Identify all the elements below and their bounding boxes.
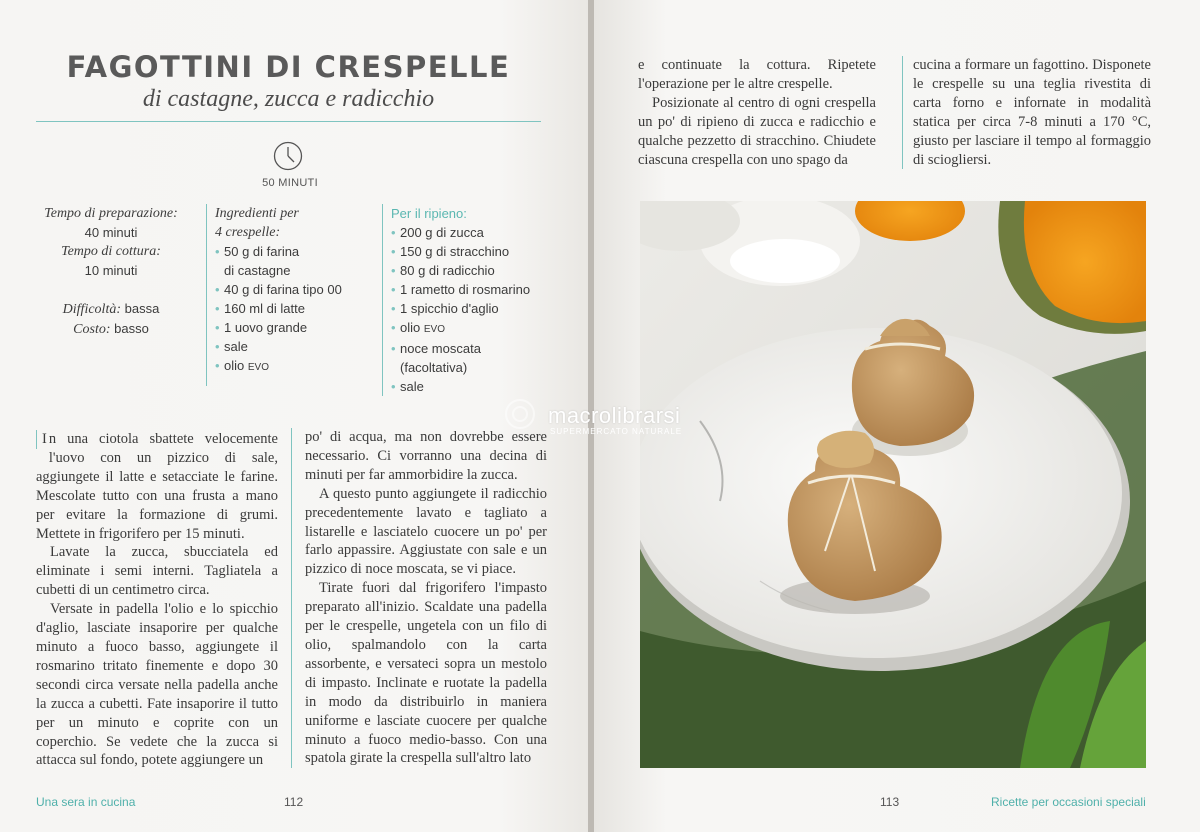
page-number-right: 113 [880, 795, 900, 809]
list-item: • sale [215, 339, 248, 354]
ingredients-crespelle-header-2: 4 crespelle: [215, 225, 281, 240]
cook-time-value: 10 minuti [84, 263, 138, 278]
footer-chapter: Ricette per occasioni speciali [991, 795, 1146, 809]
instructions-column-3 [638, 56, 876, 169]
watermark-text: macrolibrarsi [548, 403, 681, 428]
recipe-subtitle: di castagne, zucca e radicchio [142, 86, 435, 112]
prep-time-value: 40 minuti [84, 225, 138, 240]
paragraph: e continuate la cottura. Ripetete l'operazione per le altre crespelle. [638, 57, 876, 92]
cook-time-key: Tempo di cottura: [61, 244, 161, 259]
difficulty-value: bassa [124, 301, 160, 316]
clock-icon [273, 141, 303, 171]
list-item: (facoltativa) [400, 360, 468, 375]
list-item: • 40 g di farina tipo 00 [215, 282, 342, 297]
paragraph: Tirate fuori dal frigorifero l'impasto preparato all'inizio. Scaldate una padella per le crespelle, ungetela con un filo di olio, spalmandolo con la carta assorbente, e versateci sopra un mestolo di impasto. Inclinate e ruotate la padella in modo da distribuirlo in maniera uniforme e lasciate cuocere per qualche minuto a fuoco medio-basso. Con una spatola girate la crespella sull'altro lato [305, 580, 547, 767]
paragraph: cucina a formare un fagottino. Disponete le crespelle su una teglia rivestita di carta forno e infornate in modalità statica per circa 7-8 minuti a 170 °C, giusto per lasciare il tempo al formaggio di sciogliersi. [913, 57, 1151, 168]
total-time-label: 50 MINUTI [262, 177, 318, 189]
watermark-subtext: SUPERMERCATO NATURALE [550, 427, 683, 436]
list-item: • 160 ml di latte [215, 301, 305, 316]
recipe-photo [640, 201, 1146, 768]
paragraph: Lavate la zucca, sbucciatela ed eliminate i semi interni. Tagliatela a cubetti di un centimetro circa. [36, 544, 278, 599]
paragraph: I n una ciotola sbattete velocemente l'uovo con un pizzico di sale, aggiungete il latte e setacciate le farine. Mescolate tutto con una frusta a mano per evitare la formazione di grumi. Mettete in frigorifero per 15 minuti. [36, 431, 278, 542]
list-item: • 1 spicchio d'aglio [391, 301, 499, 316]
list-item: • 150 g di stracchino [391, 244, 510, 259]
paragraph: Posizionate al centro di ogni crespella un po' di ripieno di zucca e radicchio e qualche pezzetto di stracchino. Chiudete ciascuna crespella con uno spago da [638, 94, 876, 168]
cost-key: Costo: [73, 322, 111, 337]
recipe-info [36, 204, 186, 339]
paragraph: po' di acqua, ma non dovrebbe essere necessario. Ci vorranno una decina di minuti per far ammorbidire la zucca. [305, 429, 547, 483]
list-item: • olio EVO [391, 320, 445, 335]
prep-time-key: Tempo di preparazione: [44, 206, 178, 221]
paragraph: Versate in padella l'olio e lo spicchio d'aglio, lasciate insaporire per qualche minuto a fuoco basso, aggiungete il rosmarino tritato finemente e dopo 30 secondi circa versate nella padella anche la zucca a cubetti. Fate insaporire il tutto per un minuto e coprite con un coperchio. Se vedete che la zucca si attacca sul fondo, potete aggiungere un [36, 601, 278, 769]
list-item: • 200 g di zucca [391, 225, 484, 240]
list-item: • olio EVO [215, 358, 269, 373]
difficulty-key: Difficoltà: [62, 302, 121, 317]
list-item: • 50 g di farina [215, 244, 300, 259]
ingredients-ripieno [382, 204, 561, 396]
cost-row [36, 319, 186, 339]
ingredients-crespelle-header: Ingredienti per [215, 206, 299, 221]
list-item: • 1 uovo grande [215, 320, 308, 335]
instructions-column-4 [902, 56, 1151, 169]
instructions-column-2 [291, 428, 547, 768]
difficulty-row [36, 299, 186, 319]
ingredients-ripieno-header: Per il ripieno: [391, 206, 467, 221]
list-item: • noce moscata [391, 341, 481, 356]
list-item: • 80 g di radicchio [391, 263, 495, 278]
list-item: • 1 rametto di rosmarino [391, 282, 531, 297]
drop-cap: I [36, 430, 47, 449]
paragraph: A questo punto aggiungete il radicchio precedentemente lavato e tagliato a listarelle e lasciatelo cuocere un po' per farlo appassire. Aggiustate con sale e un pizzico di noce moscata, se vi piace. [305, 485, 547, 578]
title-rule [36, 121, 541, 122]
instructions-column-1 [36, 430, 278, 770]
page-number-left: 112 [284, 795, 304, 809]
ingredients-crespelle [206, 204, 383, 386]
recipe-title: FAGOTTINI DI CRESPELLE [66, 50, 511, 84]
cost-value: basso [114, 321, 149, 336]
footer-book-section: Una sera in cucina [36, 795, 136, 809]
list-item: • sale [391, 379, 424, 394]
list-item: di castagne [224, 263, 291, 278]
